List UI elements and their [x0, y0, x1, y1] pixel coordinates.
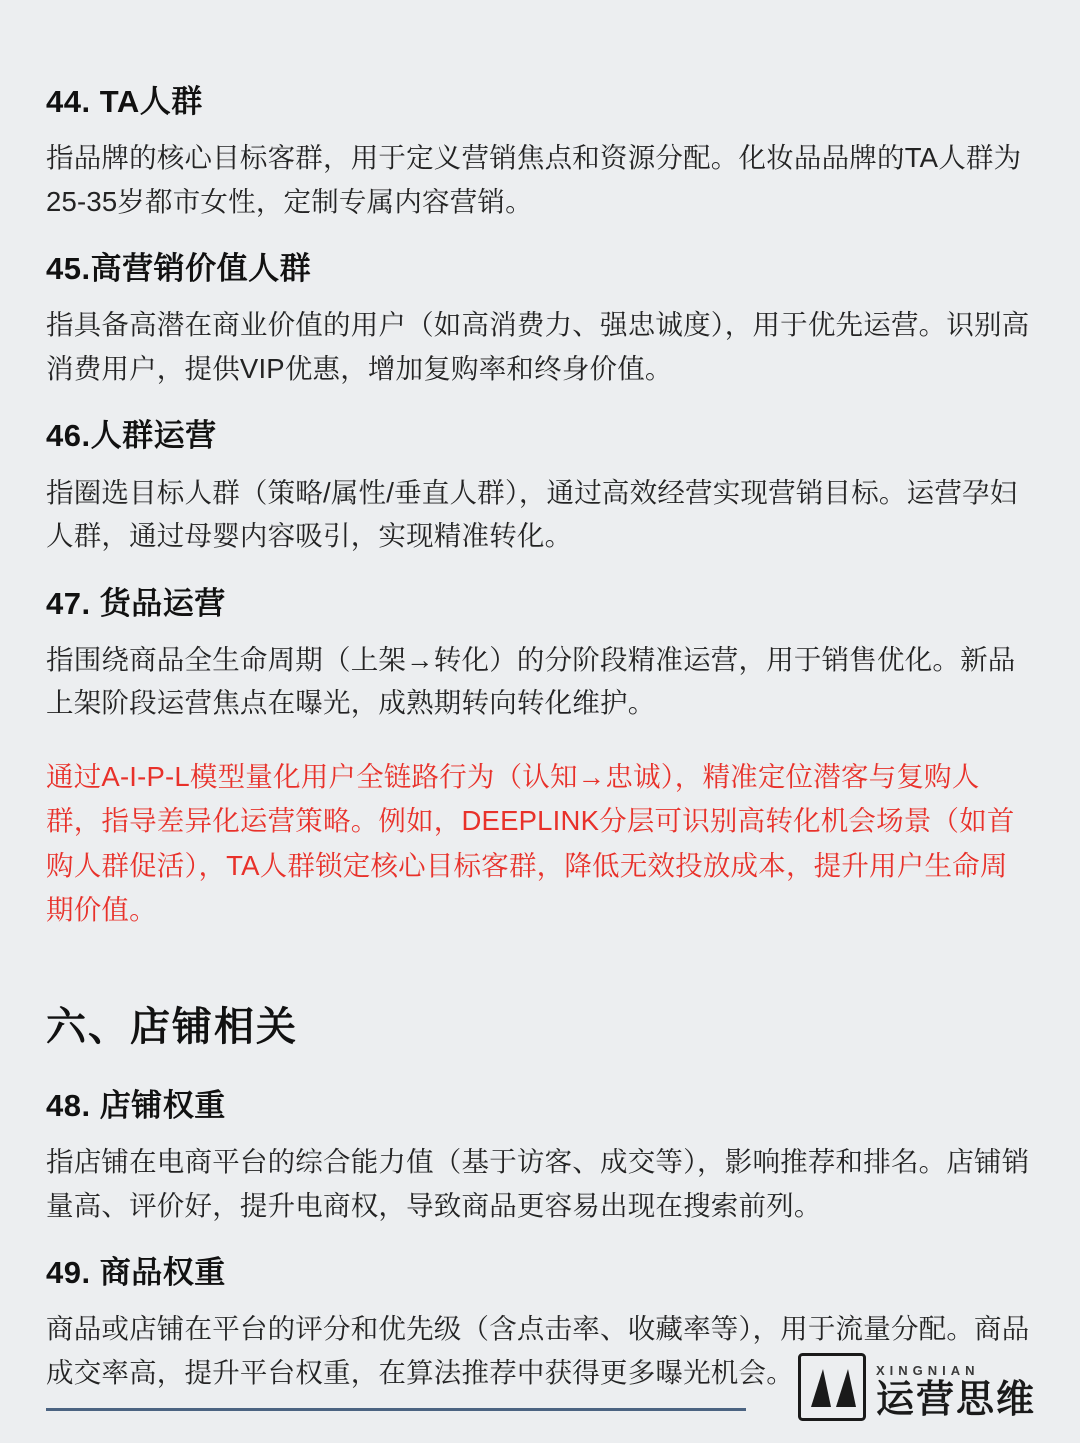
brand-logo: [798, 1353, 1036, 1421]
footer-divider: [46, 1408, 746, 1411]
term-title: 44. TA人群: [46, 84, 203, 119]
highlight-paragraph: 通过A-I-P-L模型量化用户全链路行为（认知→忠诚），精准定位潜客与复购人群，指导差异化运营策略。例如，DEEPLINK分层可识别高转化机会场景（如首购人群促活），TA人群锁定核心目标客群，降低无效投放成本，提升用户生命周期价值。: [46, 760, 1015, 926]
term-title: 45.高营销价值人群: [46, 251, 312, 287]
term-title: 49. 商品权重: [46, 1255, 226, 1291]
term-title: 46.人群运营: [46, 418, 217, 454]
term-description: 指圈选目标人群（策略/属性/垂直人群），通过高效经营实现营销目标。运营孕妇人群，通过母婴内容吸引，实现精准转化。: [46, 476, 1018, 552]
logo-text: [876, 1363, 1036, 1421]
section-heading: 六、店铺相关: [46, 1004, 298, 1049]
logo-cn-text: 运营思维: [875, 1379, 1036, 1421]
term-title: 48. 店铺权重: [46, 1087, 226, 1123]
mountain-logo-icon: [798, 1353, 866, 1421]
glossary-entry: [46, 249, 1034, 390]
term-title: 47. 货品运营: [46, 585, 226, 621]
term-description: 指围绕商品全生命周期（上架→转化）的分阶段精准运营，用于销售优化。新品上架阶段运营焦点在曝光，成熟期转向转化维护。: [46, 643, 1016, 719]
glossary-entry: [46, 1086, 1034, 1227]
term-description: 指品牌的核心目标客群，用于定义营销焦点和资源分配。化妆品品牌的TA人群为25-35岁都市女性，定制专属内容营销。: [46, 142, 1022, 217]
logo-en-text: XINGNIAN: [875, 1363, 980, 1378]
glossary-entry: [46, 584, 1034, 725]
glossary-entry: [46, 82, 1034, 223]
glossary-entry: [46, 416, 1034, 557]
term-description: 指店铺在电商平台的综合能力值（基于访客、成交等），影响推荐和排名。店铺销量高、评价好，提升电商权，导致商品更容易出现在搜索前列。: [46, 1146, 1030, 1221]
term-description: 商品或店铺在平台的评分和优先级（含点击率、收藏率等），用于流量分配。商品成交率高，提升平台权重，在算法推荐中获得更多曝光机会。: [46, 1313, 1030, 1388]
term-description: 指具备高潜在商业价值的用户（如高消费力、强忠诚度），用于优先运营。识别高消费用户，提供VIP优惠，增加复购率和终身价值。: [46, 309, 1030, 384]
